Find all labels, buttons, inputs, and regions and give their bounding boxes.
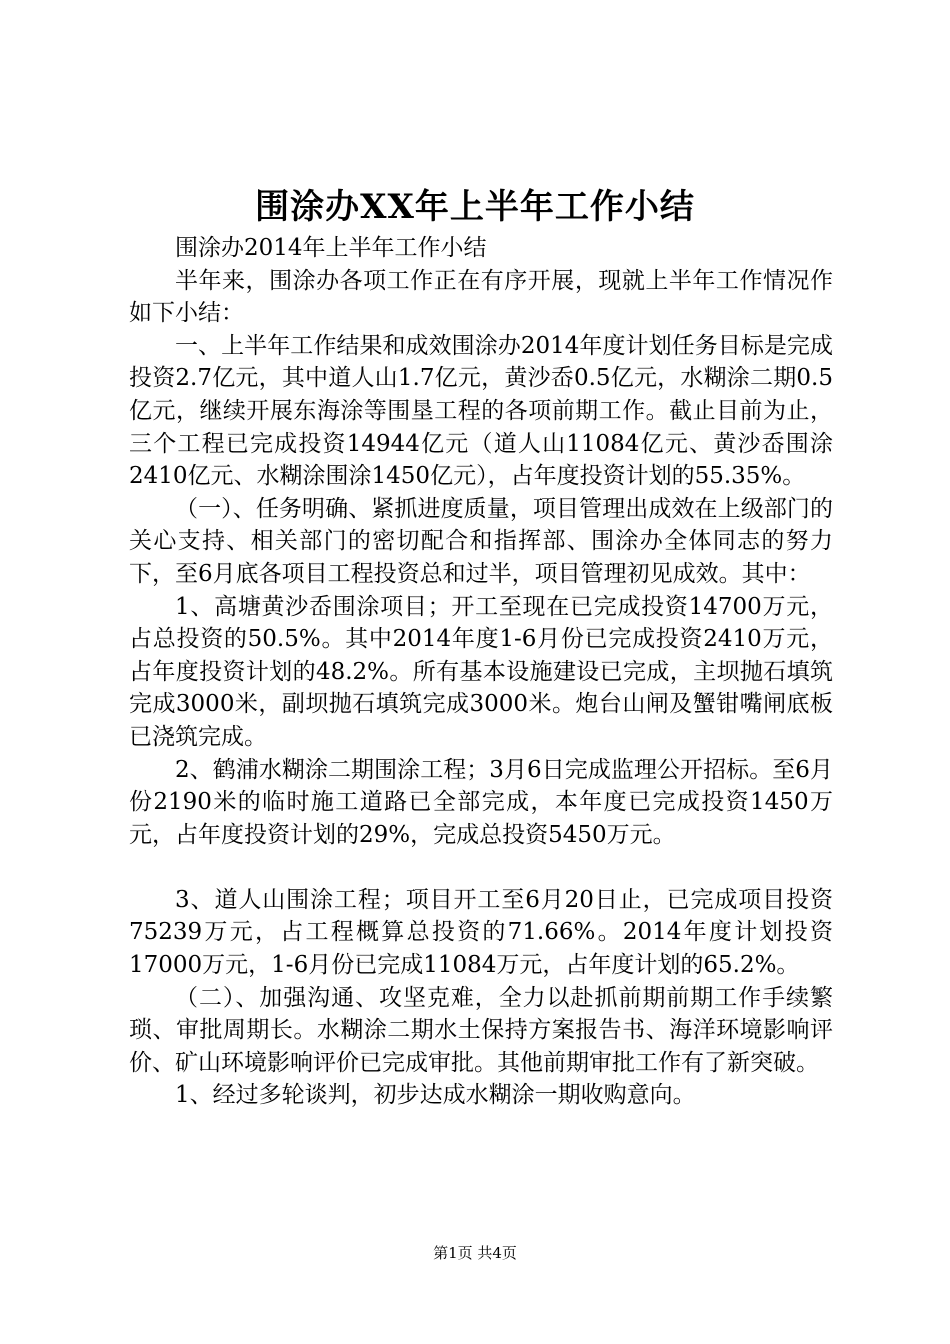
paragraph-section-1: 一、上半年工作结果和成效围涂办2014年度计划任务目标是完成投资2.7亿元，其中道人山1.7亿元，黄沙岙0.5亿元，水糊涂二期0.5亿元，继续开展东海涂等围垦工程的各项前期工作。截止目前为止，三个工程已完成投资14944亿元（道人山11084亿元、黄沙岙围涂2410亿元、水糊涂围涂1450亿元），占年度投资计划的55.35%。 <box>129 332 833 490</box>
paragraph-subtitle: 围涂办2014年上半年工作小结 <box>175 235 487 261</box>
blank-line <box>129 851 833 884</box>
paragraph-intro: 半年来，围涂办各项工作正在有序开展，现就上半年工作情况作如下小结： <box>129 267 833 327</box>
document-body <box>129 232 833 1112</box>
paragraph-item-hepu: 2、鹤浦水糊涂二期围涂工程；3月6日完成监理公开招标。至6月份2190米的临时施工道路已全部完成，本年度已完成投资1450万元，占年度投资计划的29%，完成总投资5450万元。 <box>129 756 833 848</box>
paragraph-subsection-1: （一）、任务明确、紧抓进度质量，项目管理出成效在上级部门的关心支持、相关部门的密切配合和指挥部、围涂办全体同志的努力下，至6月底各项目工程投资总和过半，项目管理初见成效。其中： <box>129 495 833 587</box>
paragraph-item-gaotang: 1、高塘黄沙岙围涂项目；开工至现在已完成投资14700万元，占总投资的50.5%。其中2014年度1-6月份已完成投资2410万元，占年度投资计划的48.2%。所有基本设施建设已完成，主坝抛石填筑完成3000米，副坝抛石填筑完成3000米。炮台山闸及蟹钳嘴闸底板已浇筑完成。 <box>129 593 833 750</box>
document-title: 围涂办XX年上半年工作小结 <box>255 187 695 227</box>
paragraph-item-daorenshan: 3、道人山围涂工程；项目开工至6月20日止，已完成项目投资75239万元，占工程概算总投资的71.66%。2014年度计划投资17000万元，1-6月份已完成11084万元，占年度计划的65.2%。 <box>129 886 833 979</box>
page-number-footer: 第1页 共4页 <box>433 1244 517 1262</box>
paragraph-item-negotiation: 1、经过多轮谈判，初步达成水糊涂一期收购意向。 <box>175 1082 696 1109</box>
paragraph-subsection-2: （二）、加强沟通、攻坚克难，全力以赴抓前期前期工作手续繁琐、审批周期长。水糊涂二期水土保持方案报告书、海洋环境影响评价、矿山环境影响评价已完成审批。其他前期审批工作有了新突破。 <box>129 984 833 1076</box>
